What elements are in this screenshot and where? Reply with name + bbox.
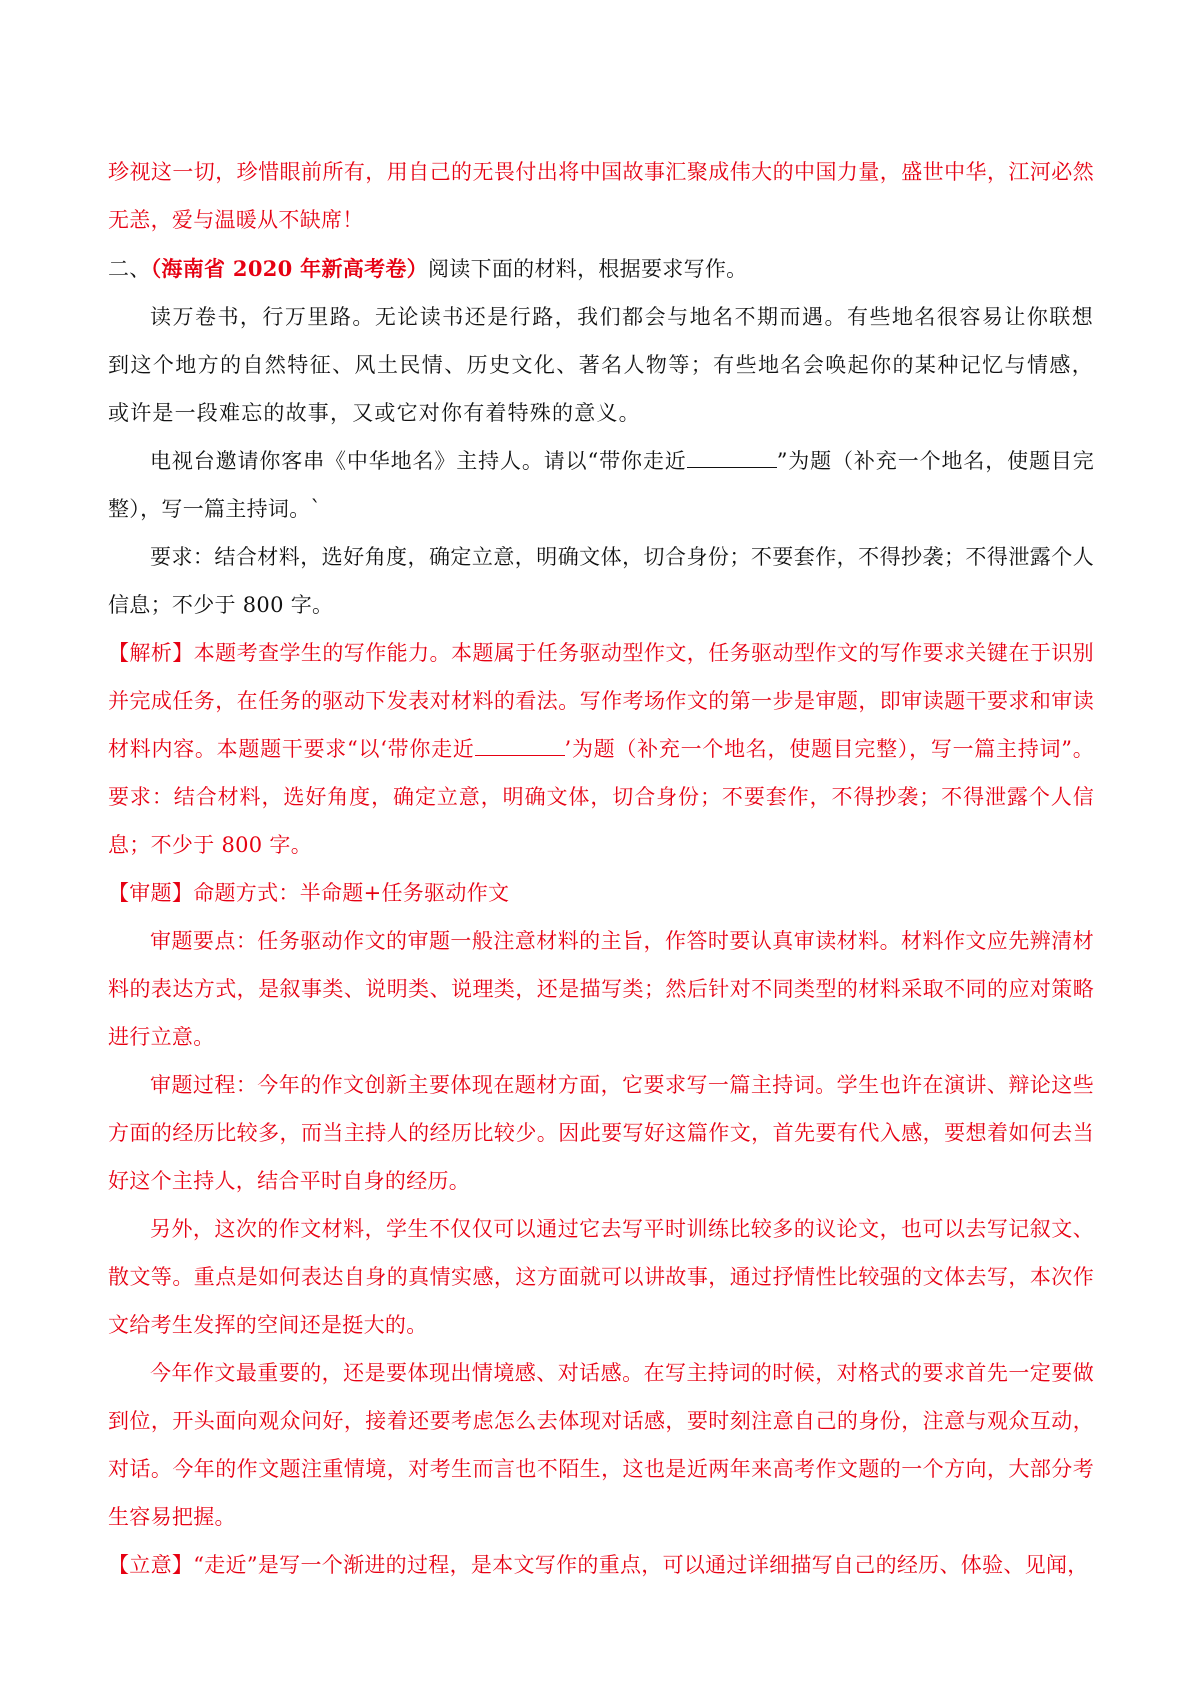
intent-label: 【立意】 xyxy=(108,1553,194,1577)
analysis-label: 【解析】 xyxy=(108,641,194,665)
question-heading xyxy=(108,245,1094,293)
review-method-paragraph: 【审题】命题方式：半命题+任务驱动作文 xyxy=(108,881,510,905)
intent-paragraph: 【立意】“走近”是写一个渐进的过程，是本文写作的重点，可以通过详细描写自己的经历、体验、见闻， xyxy=(108,1553,1089,1577)
requirement-paragraph: 要求：结合材料，选好角度，确定立意，明确文体，切合身份；不要套作，不得抄袭；不得泄露个人信息；不少于 800 字。 xyxy=(108,545,1094,617)
review-importance-paragraph: 今年作文最重要的，还是要体现出情境感、对话感。在写主持词的时候，对格式的要求首先一定要做到位，开头面向观众问好，接着还要考虑怎么去体现对话感，要时刻注意自己的身份，注意与观众互动，对话。今年的作文题注重情境，对考生而言也不陌生，这也是近两年来高考作文题的一个方向，大部分考生容易把握。 xyxy=(108,1361,1094,1529)
review-process-paragraph: 审题过程：今年的作文创新主要体现在题材方面，它要求写一篇主持词。学生也许在演讲、辩论这些方面的经历比较多，而当主持人的经历比较少。因此要写好这篇作文，首先要有代入感，要想着如何去当好这个主持人，结合平时自身的经历。 xyxy=(108,1073,1094,1193)
material-paragraph-2: 电视台邀请你客串《中华地名》主持人。请以“带你走近 ”为题（补充一个地名，使题目完整），写一篇主持词。` xyxy=(108,449,1095,521)
analysis-title-blank xyxy=(475,737,565,756)
review-label: 【审题】 xyxy=(108,881,194,905)
analysis-paragraph: 【解析】本题考查学生的写作能力。本题属于任务驱动型作文，任务驱动型作文的写作要求关键在于识别并完成任务，在任务的驱动下发表对材料的看法。写作考场作文的第一步是审题，即审读题干要求和审读材料内容。本题题干要求“以‘带你走近 ’为题（补充一个地名，使题目完整），写一篇主持词”。要求：结合材料，选好角度，确定立意，明确文体，切合身份；不要套作，不得抄袭；不得泄露个人信息；不少于 800 字。 xyxy=(108,641,1094,857)
question-instruction: 阅读下面的材料，根据要求写作。 xyxy=(427,257,748,281)
material-paragraph-1: 读万卷书，行万里路。无论读书还是行路，我们都会与地名不期而遇。有些地名很容易让你联想到这个地方的自然特征、风土民情、历史文化、著名人物等；有些地名会唤起你的某种记忆与情感，或许是一段难忘的故事，又或它对你有着特殊的意义。 xyxy=(108,305,1094,425)
title-blank xyxy=(687,449,777,468)
review-extra-paragraph: 另外，这次的作文材料，学生不仅仅可以通过它去写平时训练比较多的议论文，也可以去写记叙文、散文等。重点是如何表达自身的真情实感，这方面就可以讲故事，通过抒情性比较强的文体去写，本次作文给考生发挥的空间还是挺大的。 xyxy=(108,1217,1094,1337)
conclusion-paragraph: 珍视这一切，珍惜眼前所有，用自己的无畏付出将中国故事汇聚成伟大的中国力量，盛世中华，江河必然无恙，爱与温暖从不缺席！ xyxy=(108,160,1094,232)
question-source: （海南省 2020 年新高考卷） xyxy=(150,256,428,281)
question-number: 二、 xyxy=(108,257,151,281)
review-key-points-paragraph: 审题要点：任务驱动作文的审题一般注意材料的主旨，作答时要认真审读材料。材料作文应先辨清材料的表达方式，是叙事类、说明类、说理类，还是描写类；然后针对不同类型的材料采取不同的应对策略进行立意。 xyxy=(108,929,1094,1049)
